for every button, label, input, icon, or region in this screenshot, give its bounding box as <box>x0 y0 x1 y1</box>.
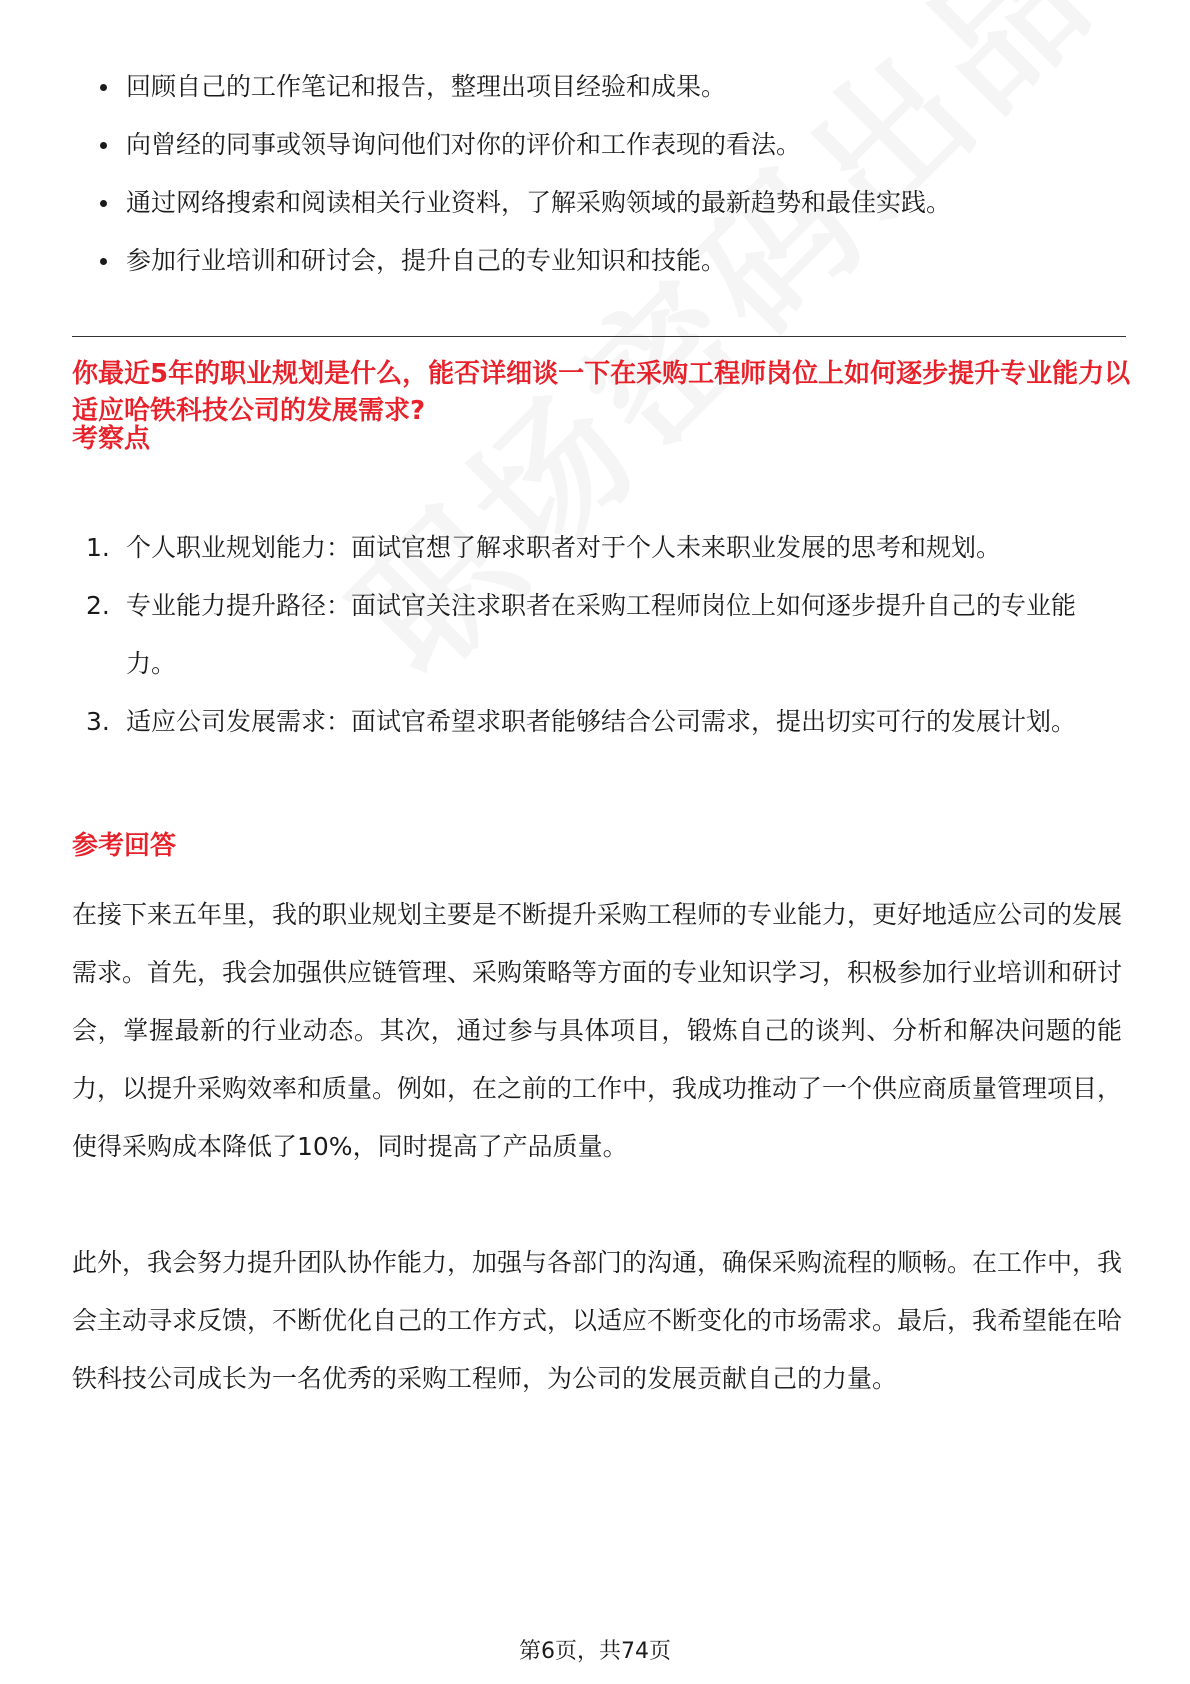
item-text: 专业能力提升路径：面试官关注求职者在采购工程师岗位上如何逐步提升自己的专业能力。 <box>126 591 1077 678</box>
answer-paragraph: 在接下来五年里，我的职业规划主要是不断提升采购工程师的专业能力，更好地适应公司的发展需求。首先，我会加强供应链管理、采购策略等方面的专业知识学习，积极参加行业培训和研讨会，掌握最新的行业动态。其次，通过参与具体项目，锻炼自己的谈判、分析和解决问题的能力，以提升采购效率和质量。例如，在之前的工作中，我成功推动了一个供应商质量管理项目，使得采购成本降低了10%，同时提高了产品质量。 <box>72 900 1123 1161</box>
item-number: 1. <box>86 533 110 562</box>
list-item <box>72 693 1112 751</box>
list-item: 向曾经的同事或领导询问他们对你的评价和工作表现的看法。 <box>72 116 1122 174</box>
list-item: 回顾自己的工作笔记和报告，整理出项目经验和成果。 <box>72 58 1122 116</box>
list-item: 参加行业培训和研讨会，提升自己的专业知识和技能。 <box>72 232 1122 290</box>
assessment-points-list <box>72 519 1112 751</box>
item-number: 3. <box>86 707 110 736</box>
points-heading: 考察点 <box>72 424 151 454</box>
list-item: 通过网络搜索和阅读相关行业资料，了解采购领域的最新趋势和最佳实践。 <box>72 174 1122 232</box>
answer-heading: 参考回答 <box>72 831 177 861</box>
item-text: 个人职业规划能力：面试官想了解求职者对于个人未来职业发展的思考和规划。 <box>126 533 1002 562</box>
answer-paragraph: 此外，我会努力提升团队协作能力，加强与各部门的沟通，确保采购流程的顺畅。在工作中，我会主动寻求反馈，不断优化自己的工作方式，以适应不断变化的市场需求。最后，我希望能在哈铁科技公司成长为一名优秀的采购工程师，为公司的发展贡献自己的力量。 <box>72 1248 1123 1393</box>
item-text: 适应公司发展需求：面试官希望求职者能够结合公司需求，提出切实可行的发展计划。 <box>126 707 1077 736</box>
interview-question: 你最近5年的职业规划是什么，能否详细谈一下在采购工程师岗位上如何逐步提升专业能力以适应哈铁科技公司的发展需求? <box>72 359 1131 426</box>
tips-list <box>72 58 1122 290</box>
list-item <box>72 519 1112 577</box>
list-item <box>72 577 1112 693</box>
section-divider <box>72 336 1126 337</box>
item-number: 2. <box>86 591 110 620</box>
page-number: 第6页，共74页 <box>519 1639 671 1664</box>
